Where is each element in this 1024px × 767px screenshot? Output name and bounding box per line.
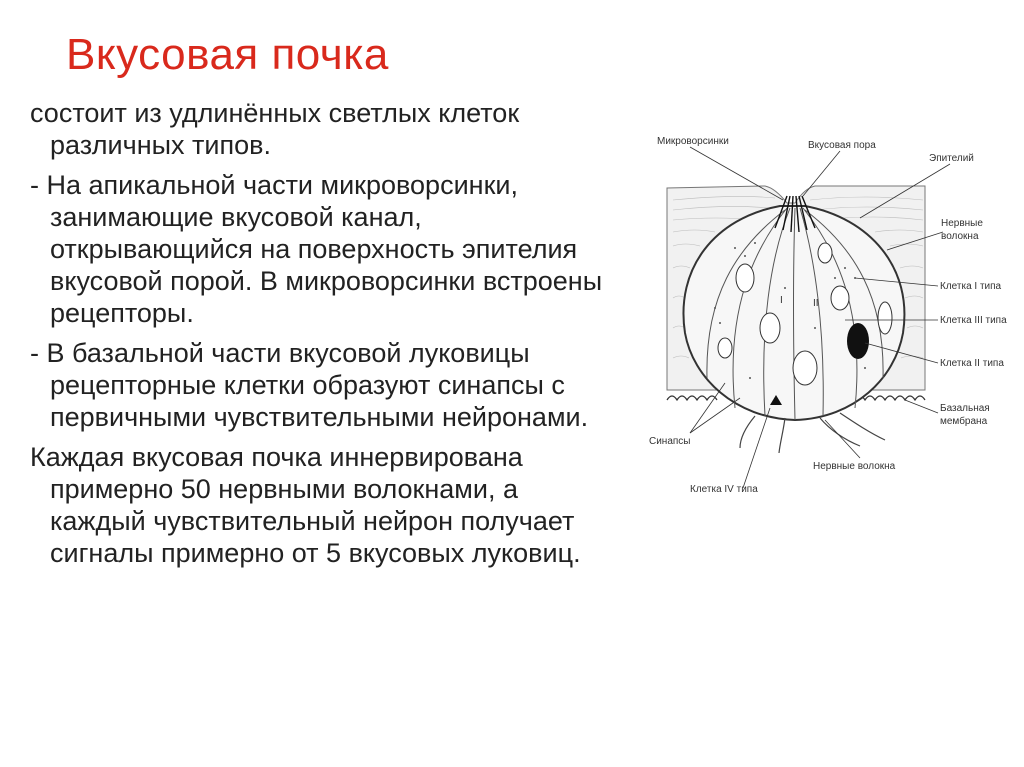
label-cell-type-2: Клетка II типа — [940, 358, 1004, 369]
label-taste-pore: Вкусовая пора — [808, 140, 876, 151]
label-cell-type-1: Клетка I типа — [940, 281, 1002, 292]
taste-bud-diagram — [645, 128, 1024, 508]
label-cell-type-3: Клетка III типа — [940, 315, 1007, 326]
label-basal-membrane-1: Базальная — [940, 403, 990, 414]
paragraph-3: - В базальной части вкусовой луковицы рецепторные клетки образуют синапсы с первичными чувствительными нейронами. — [30, 338, 589, 432]
label-nerve-fibers-top-2: волокна — [941, 231, 979, 242]
label-basal-membrane-2: мембрана — [940, 416, 988, 427]
label-epithelium: Эпителий — [929, 153, 974, 164]
label-microvilli: Микроворсинки — [657, 136, 729, 147]
body-text — [30, 97, 620, 577]
paragraph-4: Каждая вкусовая почка иннервирована примерно 50 нервными волокнами, а каждый чувствительный нейрон получает сигналы примерно от 5 вкусовых луковиц. — [30, 442, 581, 568]
paragraph-2: - На апикальной части микроворсинки, занимающие вкусовой канал, открывающийся на поверхность эпителия вкусовой порой. В микроворсинки встроены рецепторы. — [30, 170, 603, 328]
label-nerve-fibers-bottom: Нервные волокна — [813, 461, 896, 472]
taste-bud-svg — [645, 128, 1024, 508]
paragraph-1: состоит из удлинённых светлых клеток различных типов. — [30, 98, 520, 160]
label-roman-1: I — [780, 295, 783, 306]
slide-title: Вкусовая почка — [66, 30, 389, 79]
label-nerve-fibers-top-1: Нервные — [941, 218, 983, 229]
dark-nucleus — [847, 323, 869, 359]
label-synapses: Синапсы — [649, 436, 691, 447]
label-roman-2: II — [813, 298, 819, 309]
label-cell-type-4: Клетка IV типа — [690, 484, 758, 495]
